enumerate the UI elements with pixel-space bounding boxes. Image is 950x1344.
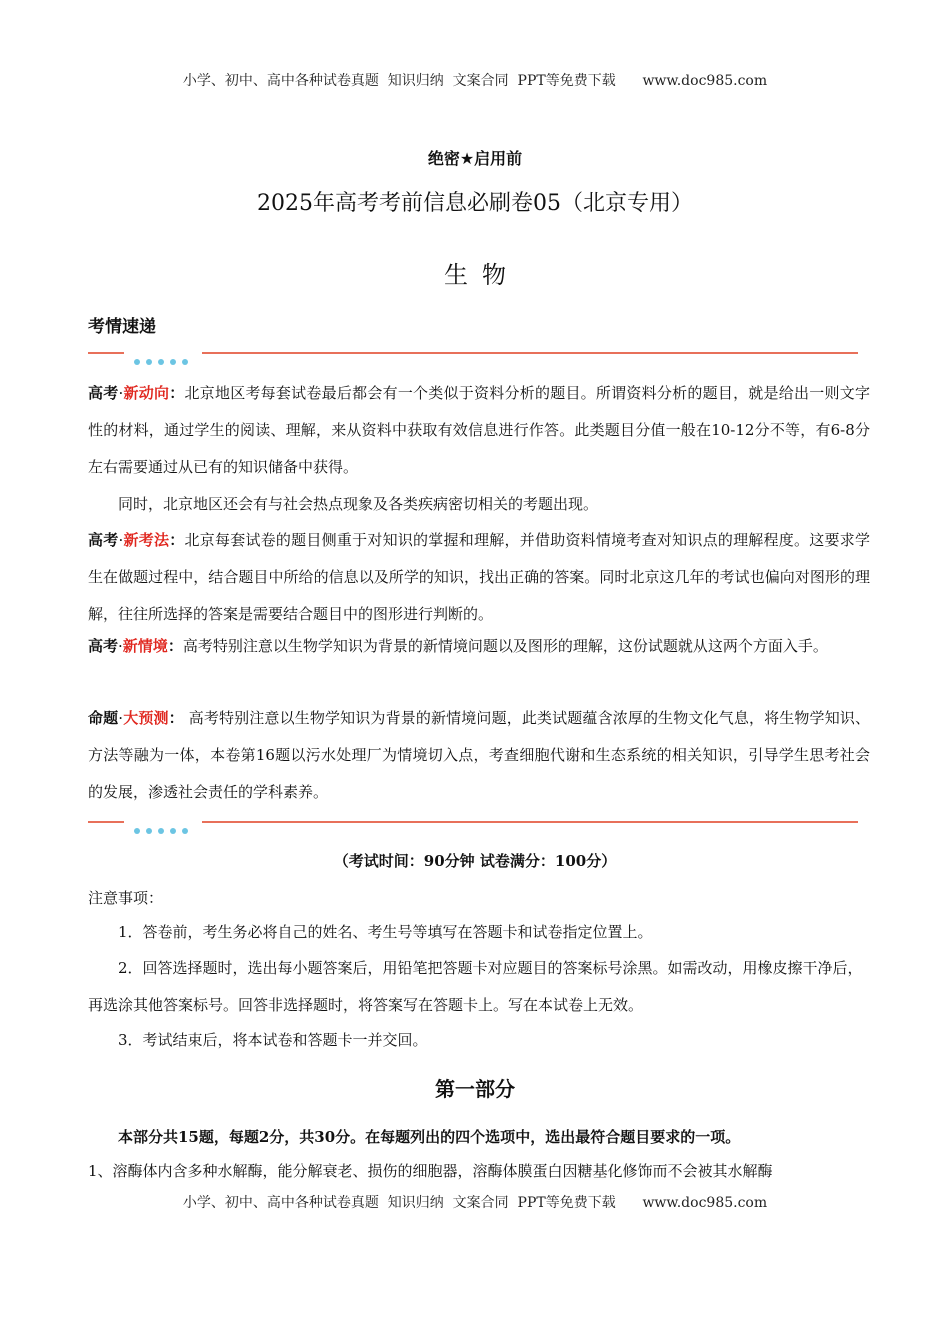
item-label-prefix: 高考 xyxy=(88,531,119,549)
item-label-highlight: 新考法 xyxy=(123,531,170,549)
item-text: 北京每套试卷的题目侧重于对知识的掌握和理解，并借助资料情境考查对知识点的理解程度。这要求学生在做题过程中，结合题目中所给的信息以及所学的知识，找出正确的答案。同时北京这几年的考试也偏向对图形的理解，往往所选择的答案是需要结合题目中的图形进行判断的。 xyxy=(88,531,870,623)
item-label-colon: ： xyxy=(169,384,185,402)
part-title: 第一部分 xyxy=(435,1077,515,1101)
item-label-highlight: 大预测 xyxy=(123,709,169,727)
item-text: 高考特别注意以生物学知识为背景的新情境问题，此类试题蕴含浓厚的生物文化气息，将生物学知识、方法等融为一体，本卷第16题以污水处理厂为情境切入点，考查细胞代谢和生态系统的相关知识，引导学生思考社会的发展，渗透社会责任的学科素养。 xyxy=(88,709,870,801)
note-item-1: 1．答卷前，考生务必将自己的姓名、考生号等填写在答题卡和试卷指定位置上。 xyxy=(118,923,653,941)
note-item-2: 2．回答选择题时，选出每小题答案后，用铅笔把答题卡对应题目的答案标号涂黑。如需改动，用橡皮擦干净后，再选涂其他答案标号。回答非选择题时，将答案写在答题卡上。写在本试卷上无效。 xyxy=(88,959,863,1014)
item-label-dot: · xyxy=(118,384,124,402)
info-item-new-context xyxy=(88,628,870,665)
item-label-highlight: 新动向 xyxy=(123,384,170,402)
part-description: 本部分共15题，每题2分，共30分。在每题列出的四个选项中，选出最符合题目要求的一项。 xyxy=(118,1128,741,1146)
page-footer: 小学、初中、高中各种试卷真题 知识归纳 文案合同 PPT等免费下载 www.doc985.com xyxy=(182,1195,768,1211)
item-label-dot: · xyxy=(118,709,124,727)
item-label-highlight: 新情境 xyxy=(122,637,168,655)
item-label-colon: ： xyxy=(168,709,184,727)
info-item-new-method xyxy=(88,522,870,633)
item-label-colon: ： xyxy=(169,531,185,549)
divider-bottom xyxy=(88,819,858,825)
item-text: 高考特别注意以生物学知识为背景的新情境问题以及图形的理解，这份试题就从这两个方面入手。 xyxy=(182,637,828,655)
item-label-dot: · xyxy=(118,531,124,549)
item-label-prefix: 高考 xyxy=(88,637,119,655)
subject-title: 生物 xyxy=(444,261,520,289)
section-heading: 考情速递 xyxy=(88,317,156,337)
extra-paragraph: 同时，北京地区还会有与社会热点现象及各类疾病密切相关的考题出现。 xyxy=(118,495,599,513)
note-item-3: 3．考试结束后，将本试卷和答题卡一并交回。 xyxy=(118,1031,428,1049)
divider-top xyxy=(88,350,858,356)
exam-title: 2025年高考考前信息必刷卷05（北京专用） xyxy=(257,191,693,216)
notes-title: 注意事项： xyxy=(88,889,164,907)
item-label-dot: · xyxy=(118,637,123,655)
exam-info: （考试时间：90分钟 试卷满分：100分） xyxy=(333,852,617,870)
item-label-prefix: 高考 xyxy=(88,384,119,402)
info-item-new-trend xyxy=(88,375,870,486)
item-label-colon: ： xyxy=(167,637,183,655)
confidential-mark: 绝密★启用前 xyxy=(427,149,523,168)
info-item-prediction xyxy=(88,700,870,811)
item-label-prefix: 命题 xyxy=(88,709,119,727)
page-header: 小学、初中、高中各种试卷真题 知识归纳 文案合同 PPT等免费下载 www.doc985.com xyxy=(182,73,768,89)
question-1: 1、溶酶体内含多种水解酶，能分解衰老、损伤的细胞器，溶酶体膜蛋白因糖基化修饰而不会被其水解酶 xyxy=(88,1162,773,1180)
item-text: 北京地区考每套试卷最后都会有一个类似于资料分析的题目。所谓资料分析的题目，就是给出一则文字性的材料，通过学生的阅读、理解，来从资料中获取有效信息进行作答。此类题目分值一般在10-12分不等，有6-8分左右需要通过从已有的知识储备中获得。 xyxy=(88,384,870,476)
